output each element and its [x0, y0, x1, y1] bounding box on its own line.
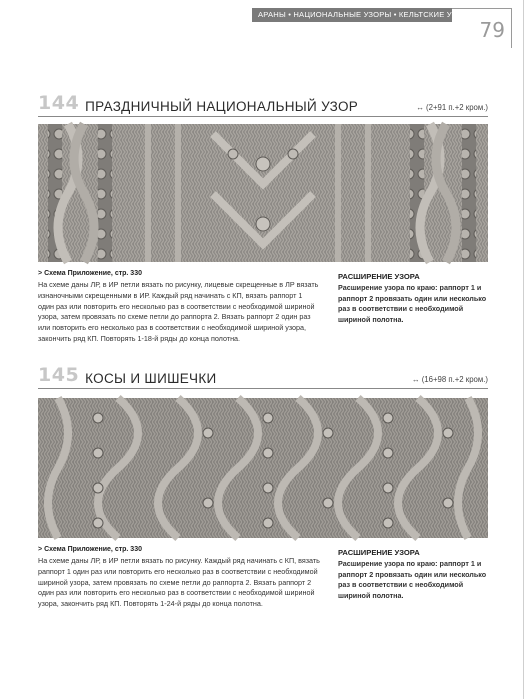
caret-icon: > — [38, 270, 43, 277]
extension-heading: РАСШИРЕНИЕ УЗОРА — [338, 548, 420, 557]
knit-texture-144 — [38, 124, 488, 262]
width-arrows-icon: ↔ — [416, 103, 425, 112]
pattern-title: ПРАЗДНИЧНЫЙ НАЦИОНАЛЬНЫЙ УЗОР — [85, 99, 359, 114]
title-rule — [38, 388, 488, 389]
scheme-reference-text: Схема Приложение, стр. 330 — [44, 546, 142, 553]
extension-heading: РАСШИРЕНИЕ УЗОРА — [338, 272, 420, 281]
scheme-reference-text: Схема Приложение, стр. 330 — [44, 270, 142, 277]
title-rule — [38, 116, 488, 117]
knit-texture-145 — [38, 398, 488, 538]
rapport-text: (16+98 п.+2 кром.) — [421, 375, 488, 384]
pattern-145-title-row — [38, 364, 488, 386]
rapport-text: (2+91 п.+2 кром.) — [426, 103, 488, 112]
scheme-reference — [38, 546, 142, 553]
pattern-title: КОСЫ И ШИШЕЧКИ — [85, 371, 217, 386]
pattern-number: 144 — [38, 92, 80, 114]
rapport-info — [412, 375, 488, 386]
pattern-number: 145 — [38, 364, 80, 386]
knit-swatch-photo-144 — [38, 124, 488, 262]
pattern-description: На схеме даны ЛР, в ИР петли вязать по рисунку. Каждый ряд начинать с КП, вязать раппорт 1 один раз или повторить его несколько раз в соответствии с необходимой шириной узора, затем провязать по схеме петли до раппорта 2. Вязать раппорт 2 один раз или повторить его несколько раз в соответствии с необходимой шириной узора, закончить ряд КП. Повторять 1-24-й ряды до конца полотна. — [38, 556, 320, 609]
width-arrows-icon: ↔ — [411, 375, 420, 384]
page-number: 79 — [479, 18, 505, 42]
extension-text: Расширение узора по краю: раппорт 1 и раппорт 2 провязать один или несколько раз в соответствии с необходимой шириной полотна. — [338, 283, 487, 324]
header-breadcrumb: АРАНЫ • НАЦИОНАЛЬНЫЕ УЗОРЫ • КЕЛЬТСКИЕ УЗОРЫ — [252, 8, 452, 22]
extension-text: Расширение узора по краю: раппорт 1 и раппорт 2 провязать один или несколько раз в соответствии с необходимой шириной полотна. — [338, 559, 487, 600]
pattern-description: На схеме даны ЛР, в ИР петли вязать по рисунку, лицевые скрещенные в ЛР вязать изнаночными скрещенными в ИР. Каждый ряд начинать с КП, вязать раппорт 1 один раз или повторить его несколько раз в соответствии с необходимой шириной узора, затем провязать по схеме петли до раппорта 2. Вязать раппорт 2 один раз или повторить его несколько раз в соответствии с необходимой шириной узора, закончить ряд КП. Повторять 1-18-й ряды до конца полотна. — [38, 280, 319, 343]
header-rule — [452, 8, 512, 9]
pattern-144-title-row — [38, 92, 488, 114]
scheme-reference — [38, 270, 142, 277]
knit-swatch-photo-145 — [38, 398, 488, 538]
header-side-rule — [511, 8, 512, 48]
caret-icon: > — [38, 546, 43, 553]
rapport-info — [416, 103, 488, 114]
